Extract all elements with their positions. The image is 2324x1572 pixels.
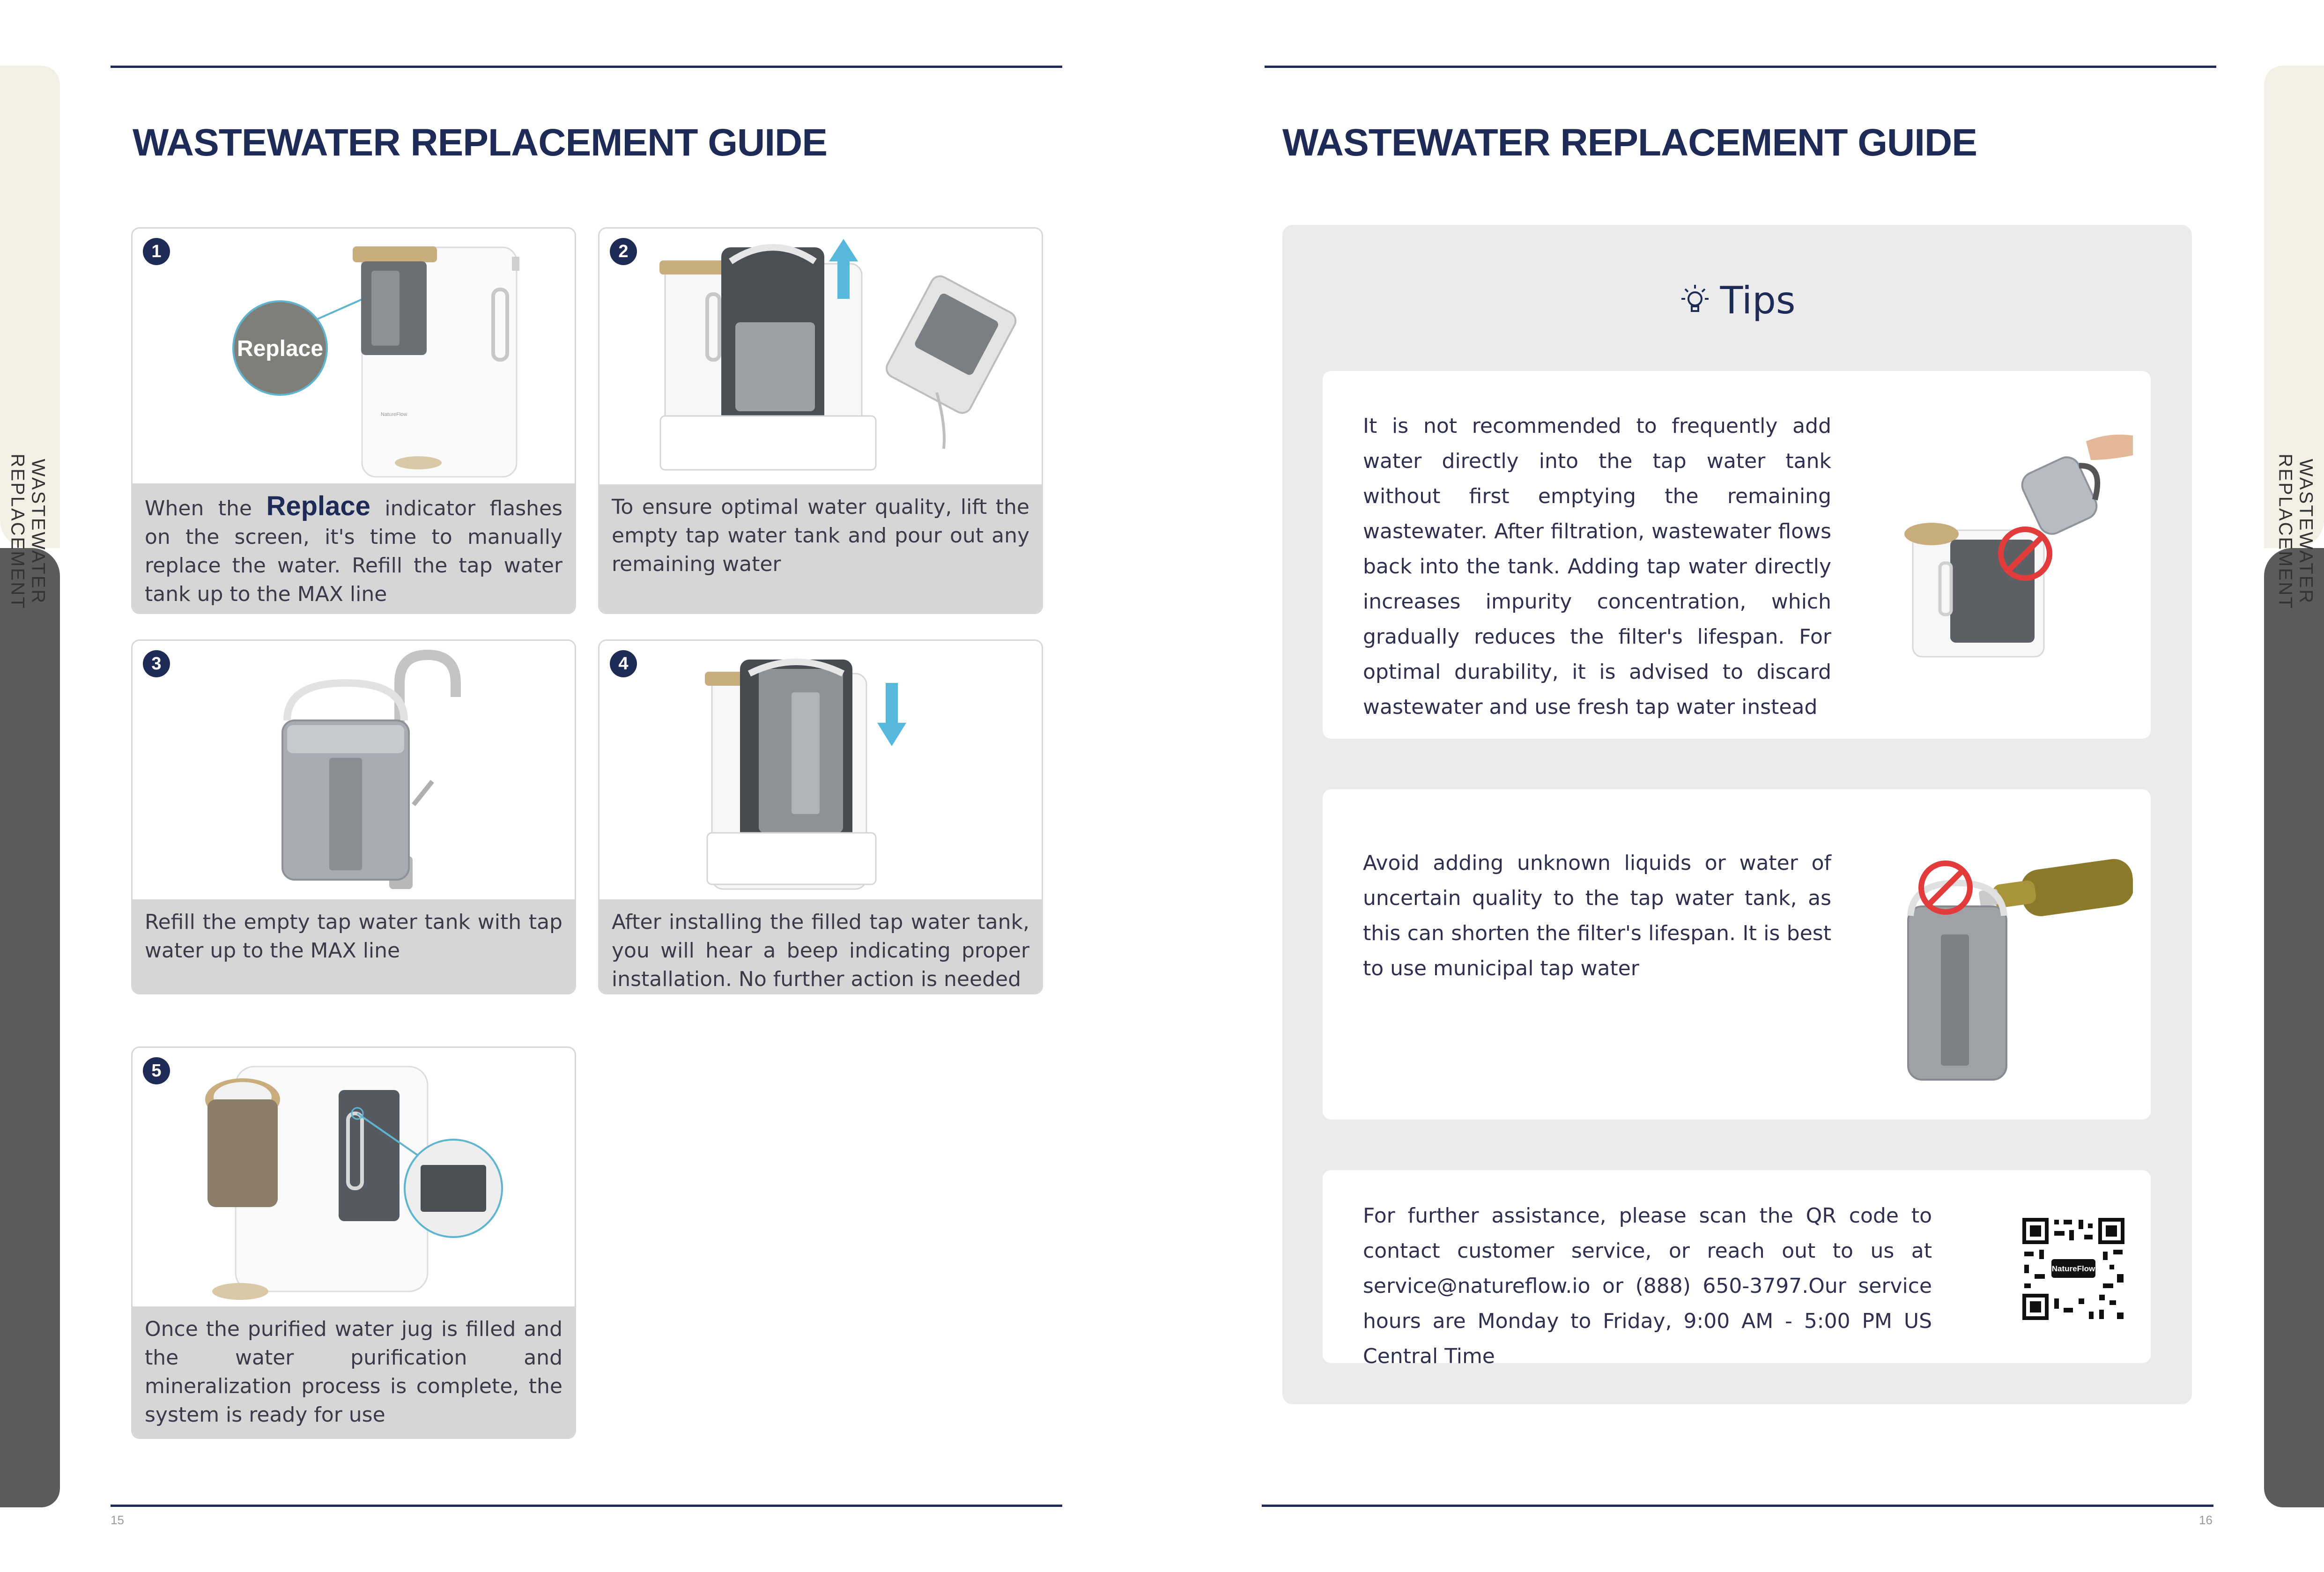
left-bottom-rule — [111, 1505, 1062, 1507]
step-2-caption: To ensure optimal water quality, lift the empty tap water tank and pour out any remaining water — [600, 484, 1042, 613]
step-1-caption: When the Replace indicator flashes on the screen, it's time to manually replace the water. Refill the tap water tank up to the MAX line — [133, 483, 575, 613]
step-4-caption: After installing the filled tap water tank, you will hear a beep indicating proper installation. No further action is needed — [600, 899, 1042, 993]
step-5-image — [133, 1048, 575, 1306]
step-number-1: 1 — [143, 238, 170, 265]
tip-card-3 — [1323, 1170, 2151, 1368]
step-5-caption: Once the purified water jug is filled and the water purification and mineralization process is complete, the system is ready for use — [133, 1306, 575, 1438]
left-page-number: 15 — [111, 1513, 124, 1527]
step-number-3: 3 — [143, 650, 170, 677]
step-card-2 — [598, 227, 1043, 614]
tip-1-text: It is not recommended to frequently add water directly into the tap water tank without first emptying the remaining wastewater. After filtration, wastewater flows back into the tank. Adding tap water directly increases impurity concentration, which gradually reduces the filter's lifespan. For optimal durability, it is advised to discard wastewater and use fresh tap water instead — [1363, 414, 1831, 719]
right-page-number: 16 — [2199, 1513, 2213, 1527]
right-bottom-rule — [1262, 1505, 2213, 1507]
qr-code[interactable] — [2021, 1216, 2126, 1322]
replace-badge-label: Replace — [237, 336, 324, 361]
tip-3-text: For further assistance, please scan the QR code to contact customer service, or reach out to us at service@natureflow.io or (888) 650-3797.Our service hours are Monday to Friday, 9:00 AM - 5:00 PM US Central Time — [1363, 1204, 1932, 1368]
step-card-1 — [131, 227, 576, 614]
step-number-4: 4 — [610, 650, 637, 677]
svg-text:NatureFlow: NatureFlow — [381, 412, 407, 417]
tip-2-text: Avoid adding unknown liquids or water of uncertain quality to the tap water tank, as this can shorten the filter's lifespan. It is best to use municipal tap water — [1363, 851, 1831, 980]
tips-header — [1282, 279, 2192, 322]
left-side-tab-label: WASTEWATER REPLACEMENT — [7, 453, 49, 610]
left-page-title: WASTEWATER REPLACEMENT GUIDE — [133, 121, 827, 164]
right-side-tab-label: WASTEWATER REPLACEMENT — [2275, 453, 2317, 610]
right-side-tab — [2264, 66, 2324, 1507]
step-1-image — [133, 229, 575, 486]
left-top-rule — [111, 66, 1062, 68]
tip-card-1 — [1323, 371, 2151, 739]
qr-center-label: NatureFlow — [2051, 1264, 2095, 1273]
left-side-tab — [0, 66, 60, 1507]
step-card-3 — [131, 639, 576, 994]
step-card-5 — [131, 1046, 576, 1439]
step-number-2: 2 — [610, 238, 637, 265]
tip-card-2 — [1323, 789, 2151, 1120]
tips-panel — [1282, 225, 2192, 1404]
step-3-image — [133, 641, 575, 899]
right-page-title: WASTEWATER REPLACEMENT GUIDE — [1282, 121, 1977, 164]
step-number-5: 5 — [143, 1057, 170, 1084]
tip-1-image — [1885, 423, 2138, 666]
step-4-image — [600, 641, 1042, 899]
step-card-4 — [598, 639, 1043, 994]
lightbulb-icon — [1679, 282, 1711, 319]
tip-2-image — [1899, 845, 2133, 1089]
tips-heading: Tips — [1720, 279, 1796, 322]
replace-keyword: Replace — [266, 491, 370, 521]
right-top-rule — [1265, 66, 2216, 68]
step-3-caption: Refill the empty tap water tank with tap water up to the MAX line — [133, 899, 575, 993]
step-2-image — [600, 229, 1042, 487]
